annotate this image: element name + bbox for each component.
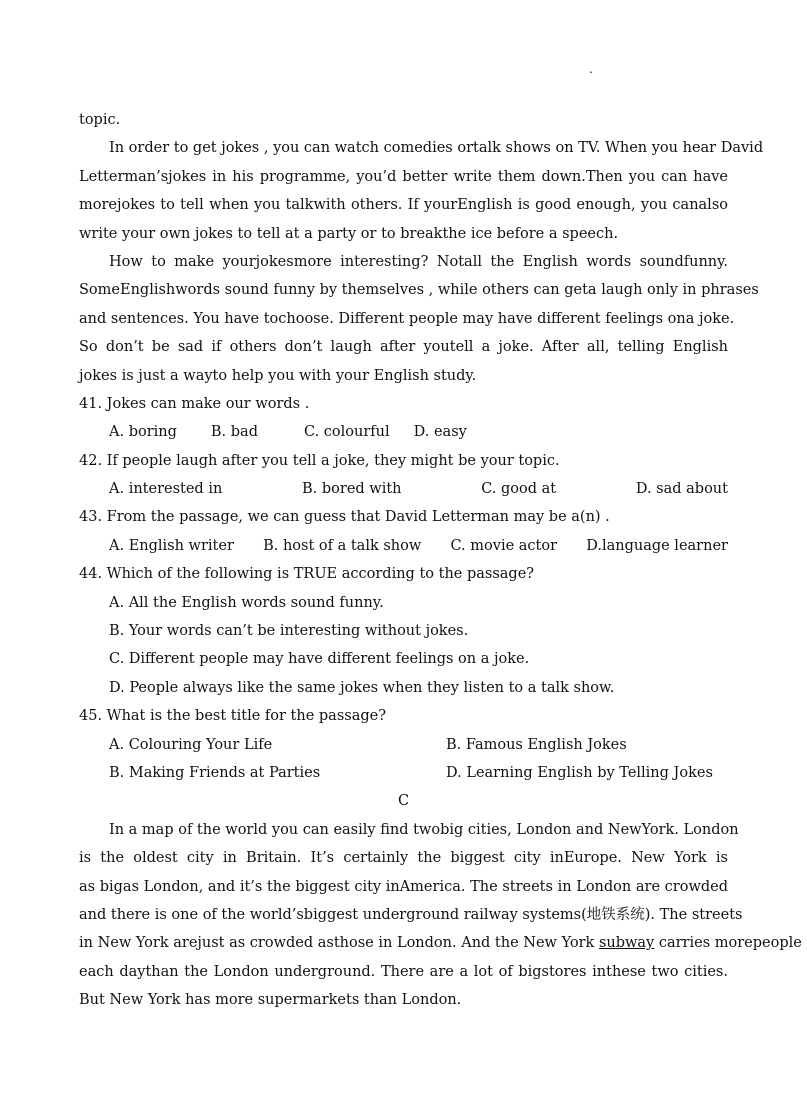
option-b: B. Famous English Jokes	[446, 736, 627, 753]
option-a: A. interested in	[109, 481, 223, 498]
passage-b-line: morejokes to tell when you talkwith others. If yourEnglish is good enough, you canalso	[79, 197, 728, 214]
option-b: B. Your words can’t be interesting without jokes.	[109, 623, 469, 640]
passage-b-line: write your own jokes to tell at a party or to breakthe ice before a speech.	[79, 225, 619, 242]
question-45-stem: 45. What is the best title for the passage?	[79, 708, 386, 725]
header-mark: .	[589, 62, 593, 76]
passage-c-line: is the oldest city in Britain. It’s certainly the biggest city inEurope. New York is	[79, 850, 728, 867]
section-heading: C	[397, 793, 410, 810]
option-b: B. bad	[210, 424, 258, 441]
option-a: A. Colouring Your Life	[109, 736, 273, 753]
line-text: in New York arejust as crowded asthose in London. And the New York	[79, 935, 599, 952]
option-c: C. Different people may have different feelings on a joke.	[109, 651, 530, 668]
passage-b-line: Letterman’sjokes in his programme, you’d better write them down.Then you can have	[79, 168, 728, 185]
question-41-stem: 41. Jokes can make our words .	[79, 395, 310, 412]
question-43-options	[79, 532, 728, 560]
underlined-word: subway	[598, 935, 655, 952]
option-d: D. Learning English by Telling Jokes	[446, 764, 713, 781]
question-45-options-row2	[79, 759, 728, 787]
passage-b-line: In order to get jokes , you can watch comedies ortalk shows on TV. When you hear David	[109, 140, 764, 157]
question-43-stem: 43. From the passage, we can guess that David Letterman may be a(n) .	[79, 509, 610, 526]
passage-b-line: topic.	[79, 112, 121, 128]
passage-b-line: and sentences. You have tochoose. Different people may have different feelings ona joke.	[79, 310, 735, 327]
passage-b-line: So don’t be sad if others don’t laugh after youtell a joke. After all, telling English	[79, 339, 728, 356]
document-page	[79, 106, 802, 1015]
question-42-options	[79, 475, 728, 503]
passage-c-line: But New York has more supermarkets than London.	[79, 992, 462, 1009]
option-c: B. Making Friends at Parties	[109, 764, 321, 781]
option-c: C. movie actor	[450, 537, 558, 554]
passage-c-line: In a map of the world you can easily find twobig cities, London and NewYork. London	[109, 821, 739, 838]
option-d: D.language learner	[586, 537, 728, 554]
passage-b-line: SomeEnglishwords sound funny by themselves , while others can geta laugh only in phrases	[79, 282, 759, 299]
question-45-options-row1	[79, 731, 728, 759]
passage-c-line: as bigas London, and it’s the biggest city inAmerica. The streets in London are crowded	[79, 878, 728, 895]
option-d: D. sad about	[635, 481, 728, 498]
option-b: B. host of a talk show	[263, 537, 422, 554]
line-text: carries morepeople	[654, 935, 802, 952]
option-c: C. colourful	[304, 424, 390, 441]
passage-c-line	[79, 929, 802, 957]
passage-c-line: and there is one of the world’sbiggest underground railway systems(地铁系统). The streets	[79, 906, 743, 923]
question-42-stem: 42. If people laugh after you tell a joke, they might be your topic.	[79, 452, 560, 469]
question-41-options	[79, 418, 728, 446]
passage-b-line: How to make yourjokesmore interesting? Notall the English words soundfunny.	[109, 253, 728, 270]
option-d: D. People always like the same jokes when they listen to a talk show.	[109, 679, 615, 696]
option-a: A. English writer	[109, 537, 234, 554]
passage-b-line: jokes is just a wayto help you with your English study.	[79, 367, 477, 384]
option-a: A. boring	[109, 424, 177, 441]
option-d: D. easy	[413, 424, 467, 441]
option-c: C. good at	[481, 481, 557, 498]
option-b: B. bored with	[302, 481, 402, 498]
question-44-stem: 44. Which of the following is TRUE according to the passage?	[79, 566, 535, 583]
passage-c-line: each daythan the London underground. There are a lot of bigstores inthese two cities.	[79, 963, 728, 980]
option-a: A. All the English words sound funny.	[109, 594, 384, 611]
